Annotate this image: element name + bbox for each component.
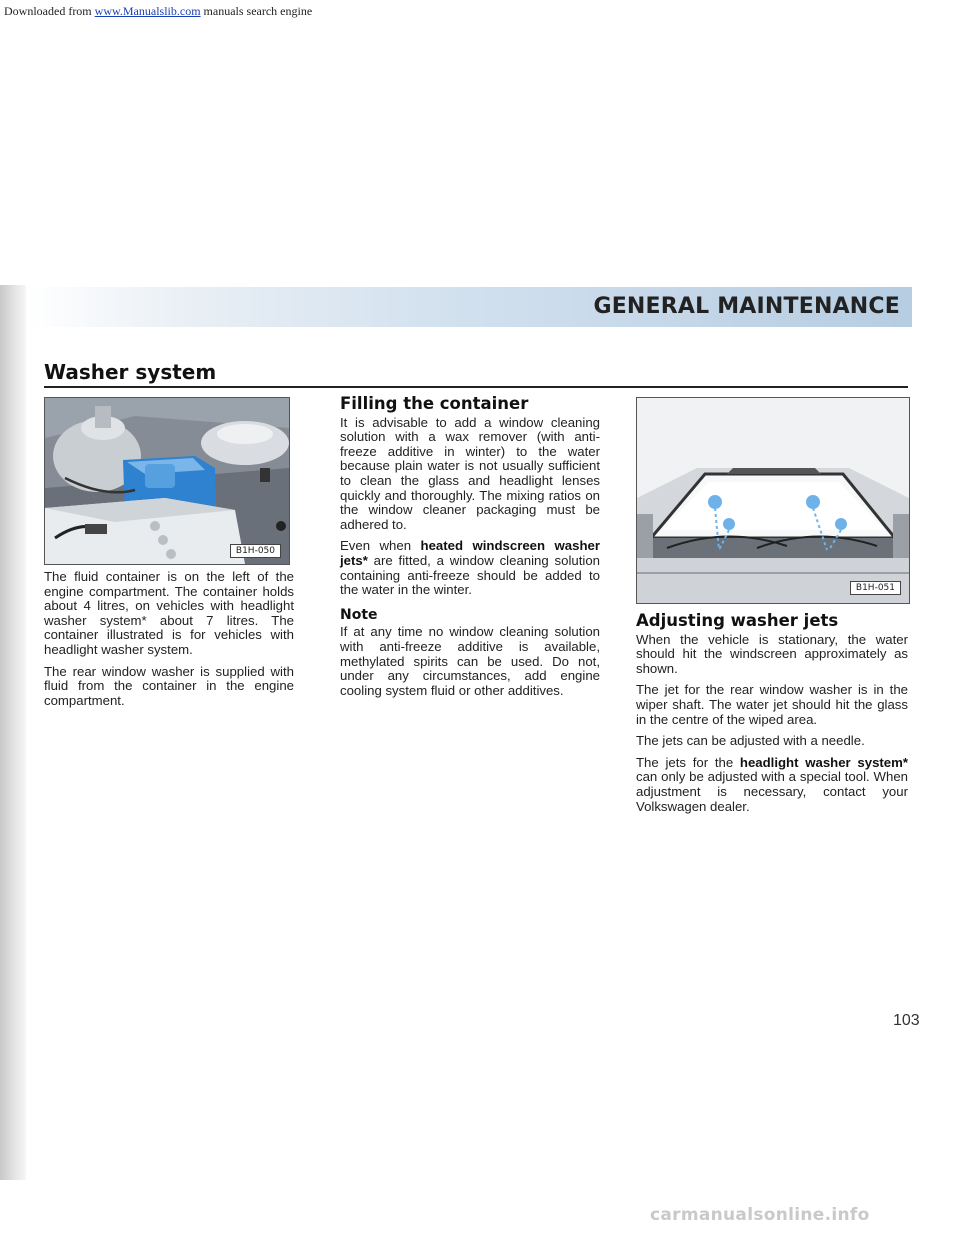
column-adjusting-jets — [636, 611, 908, 821]
heated-jets-pre: Even when — [340, 538, 421, 554]
windscreen-illustration — [637, 398, 909, 603]
heated-jets-paragraph — [340, 539, 600, 597]
figure-code-left: B1H-050 — [230, 544, 281, 558]
container-location-paragraph: The fluid container is on the left of the engine compartment. The container holds about 4 litres, on vehicles with headlight washer system* about 7 litres. The container illustrated is for vehicles with headlight washer system. — [44, 569, 294, 657]
filling-container-heading: Filling the container — [340, 394, 529, 413]
needle-paragraph: The jets can be adjusted with a needle. — [636, 733, 865, 749]
credit-suffix: manuals search engine — [200, 4, 313, 18]
footer-watermark: carmanualsonline.info — [650, 1205, 870, 1225]
section-title: Washer system — [44, 360, 217, 384]
rear-jet-paragraph: The jet for the rear window washer is in the wiper shaft. The water jet should hit the glass in the centre of the wiped area. — [636, 682, 908, 727]
page-binding-shadow — [0, 285, 26, 1180]
heated-jets-post: are fitted, a window cleaning solution containing anti-freeze should be added to the water in the winter. — [340, 552, 600, 598]
cleaning-solution-paragraph: It is advisable to add a window cleaning solution with a wax remover (with anti-freeze additive in winter) to the water because plain water is not usually sufficient to clean the glass and headlight lenses quickly and thoroughly. The mixing ratios on the window cleaner packaging must be adhered to. — [340, 414, 600, 532]
chapter-title: GENERAL MAINTENANCE — [593, 294, 900, 319]
figure-code-right: B1H-051 — [850, 581, 901, 595]
adjusting-jets-heading: Adjusting washer jets — [636, 611, 839, 630]
rear-washer-paragraph: The rear window washer is supplied with fluid from the container in the engine compartment. — [44, 663, 294, 708]
chapter-banner — [28, 287, 912, 327]
headlight-washer-paragraph — [636, 756, 908, 814]
column-filling-container — [340, 394, 600, 705]
headlight-pre: The jets for the — [636, 754, 740, 770]
headlight-bold: headlight washer system* — [739, 754, 908, 770]
heated-jets-bold: heated windscreen washer jets* — [340, 538, 600, 568]
page-number: 103 — [893, 1012, 920, 1029]
engine-compartment-illustration — [45, 398, 289, 564]
manualslib-link[interactable]: www.Manualslib.com — [94, 4, 201, 18]
headlight-post: can only be adjusted with a special tool. When adjustment is necessary, contact your Volkswagen dealer. — [636, 769, 908, 814]
credit-prefix: Downloaded from — [4, 4, 95, 18]
title-rule — [44, 386, 908, 388]
stationary-vehicle-paragraph: When the vehicle is stationary, the water should hit the windscreen approximately as shown. — [636, 631, 908, 676]
windscreen-jets-photo — [636, 397, 910, 604]
engine-compartment-photo — [44, 397, 290, 565]
note-heading: Note — [340, 606, 378, 623]
note-paragraph: If at any time no window cleaning solution with anti-freeze additive is available, methylated spirits can be used. Do not, under any circumstances, add engine cooling system fluid or other additives. — [340, 624, 600, 698]
column-fluid-container — [44, 570, 294, 715]
download-credit — [4, 4, 312, 19]
